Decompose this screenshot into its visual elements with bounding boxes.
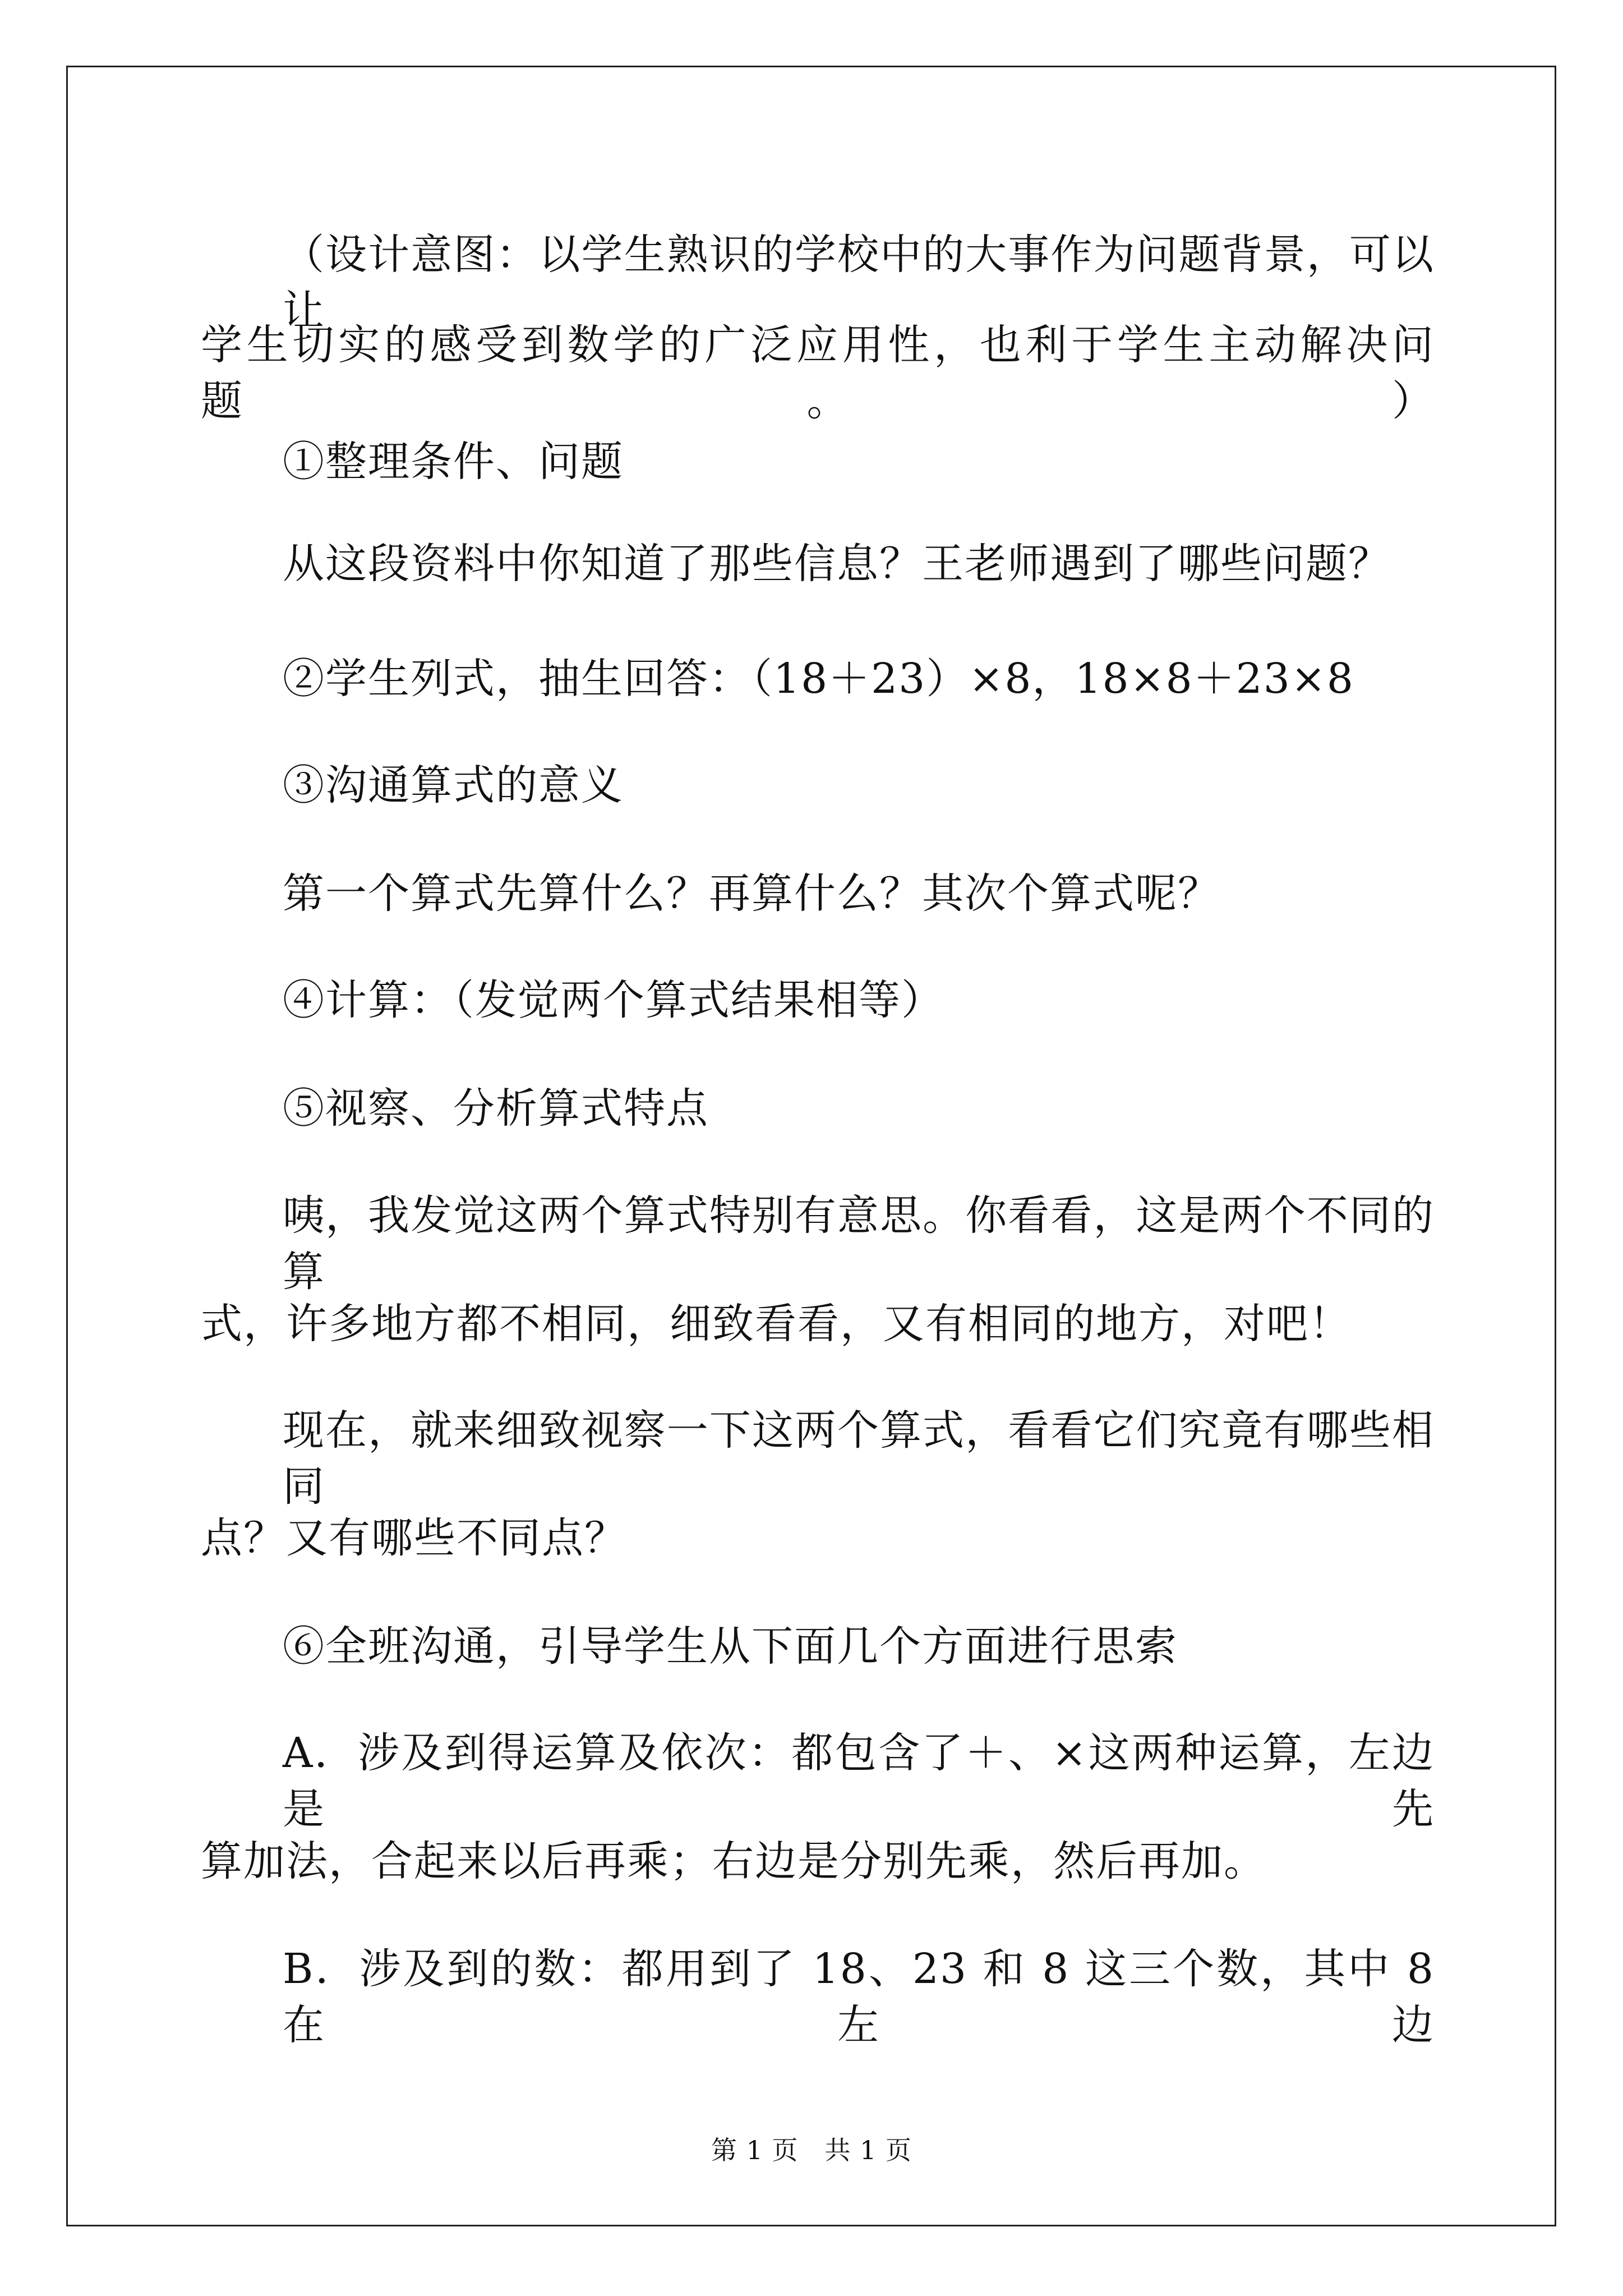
paragraph-line-2: 学生切实的感受到数学的广泛应用性，也利于学生主动解决问题。）: [201, 321, 1435, 425]
paragraph-line-4: 从这段资料中你知道了那些信息？王老师遇到了哪些问题？: [283, 540, 1391, 588]
step-3-heading: ③沟通算式的意义: [283, 761, 624, 809]
paragraph-line-16: 算加法，合起来以后再乘；右边是分别先乘，然后再加。: [201, 1837, 1266, 1885]
paragraph-line-11: 式，许多地方都不相同，细致看看，又有相同的地方，对吧！: [201, 1300, 1352, 1348]
paragraph-line-7: 第一个算式先算什么？再算什么？其次个算式呢？: [283, 869, 1220, 918]
paragraph-line-10: 咦，我发觉这两个算式特别有意思。你看看，这是两个不同的算: [283, 1191, 1435, 1296]
page-footer: 第 1 页 共 1 页: [711, 2135, 912, 2165]
step-5-heading: ⑤视察、分析算式特点: [283, 1084, 709, 1133]
step-1-heading: ①整理条件、问题: [283, 438, 624, 486]
paragraph-line-17: B．涉及到的数：都用到了 18、23 和 8 这三个数，其中 8 在左边: [283, 1945, 1435, 2049]
step-6-heading: ⑥全班沟通，引导学生从下面几个方面进行思索: [283, 1622, 1178, 1671]
paragraph-line-15: A．涉及到得运算及依次：都包含了＋、×这两种运算，左边是先: [283, 1729, 1435, 1833]
paragraph-line-13: 点？又有哪些不同点？: [201, 1514, 627, 1562]
paragraph-line-1: （设计意图：以学生熟识的学校中的大事作为问题背景，可以让: [283, 231, 1435, 335]
step-2-heading: ②学生列式，抽生回答：（18＋23）×8，18×8＋23×8: [283, 655, 1354, 703]
paragraph-line-12: 现在，就来细致视察一下这两个算式，看看它们究竟有哪些相同: [283, 1406, 1435, 1511]
step-4-heading: ④计算：（发觉两个算式结果相等）: [283, 976, 944, 1024]
